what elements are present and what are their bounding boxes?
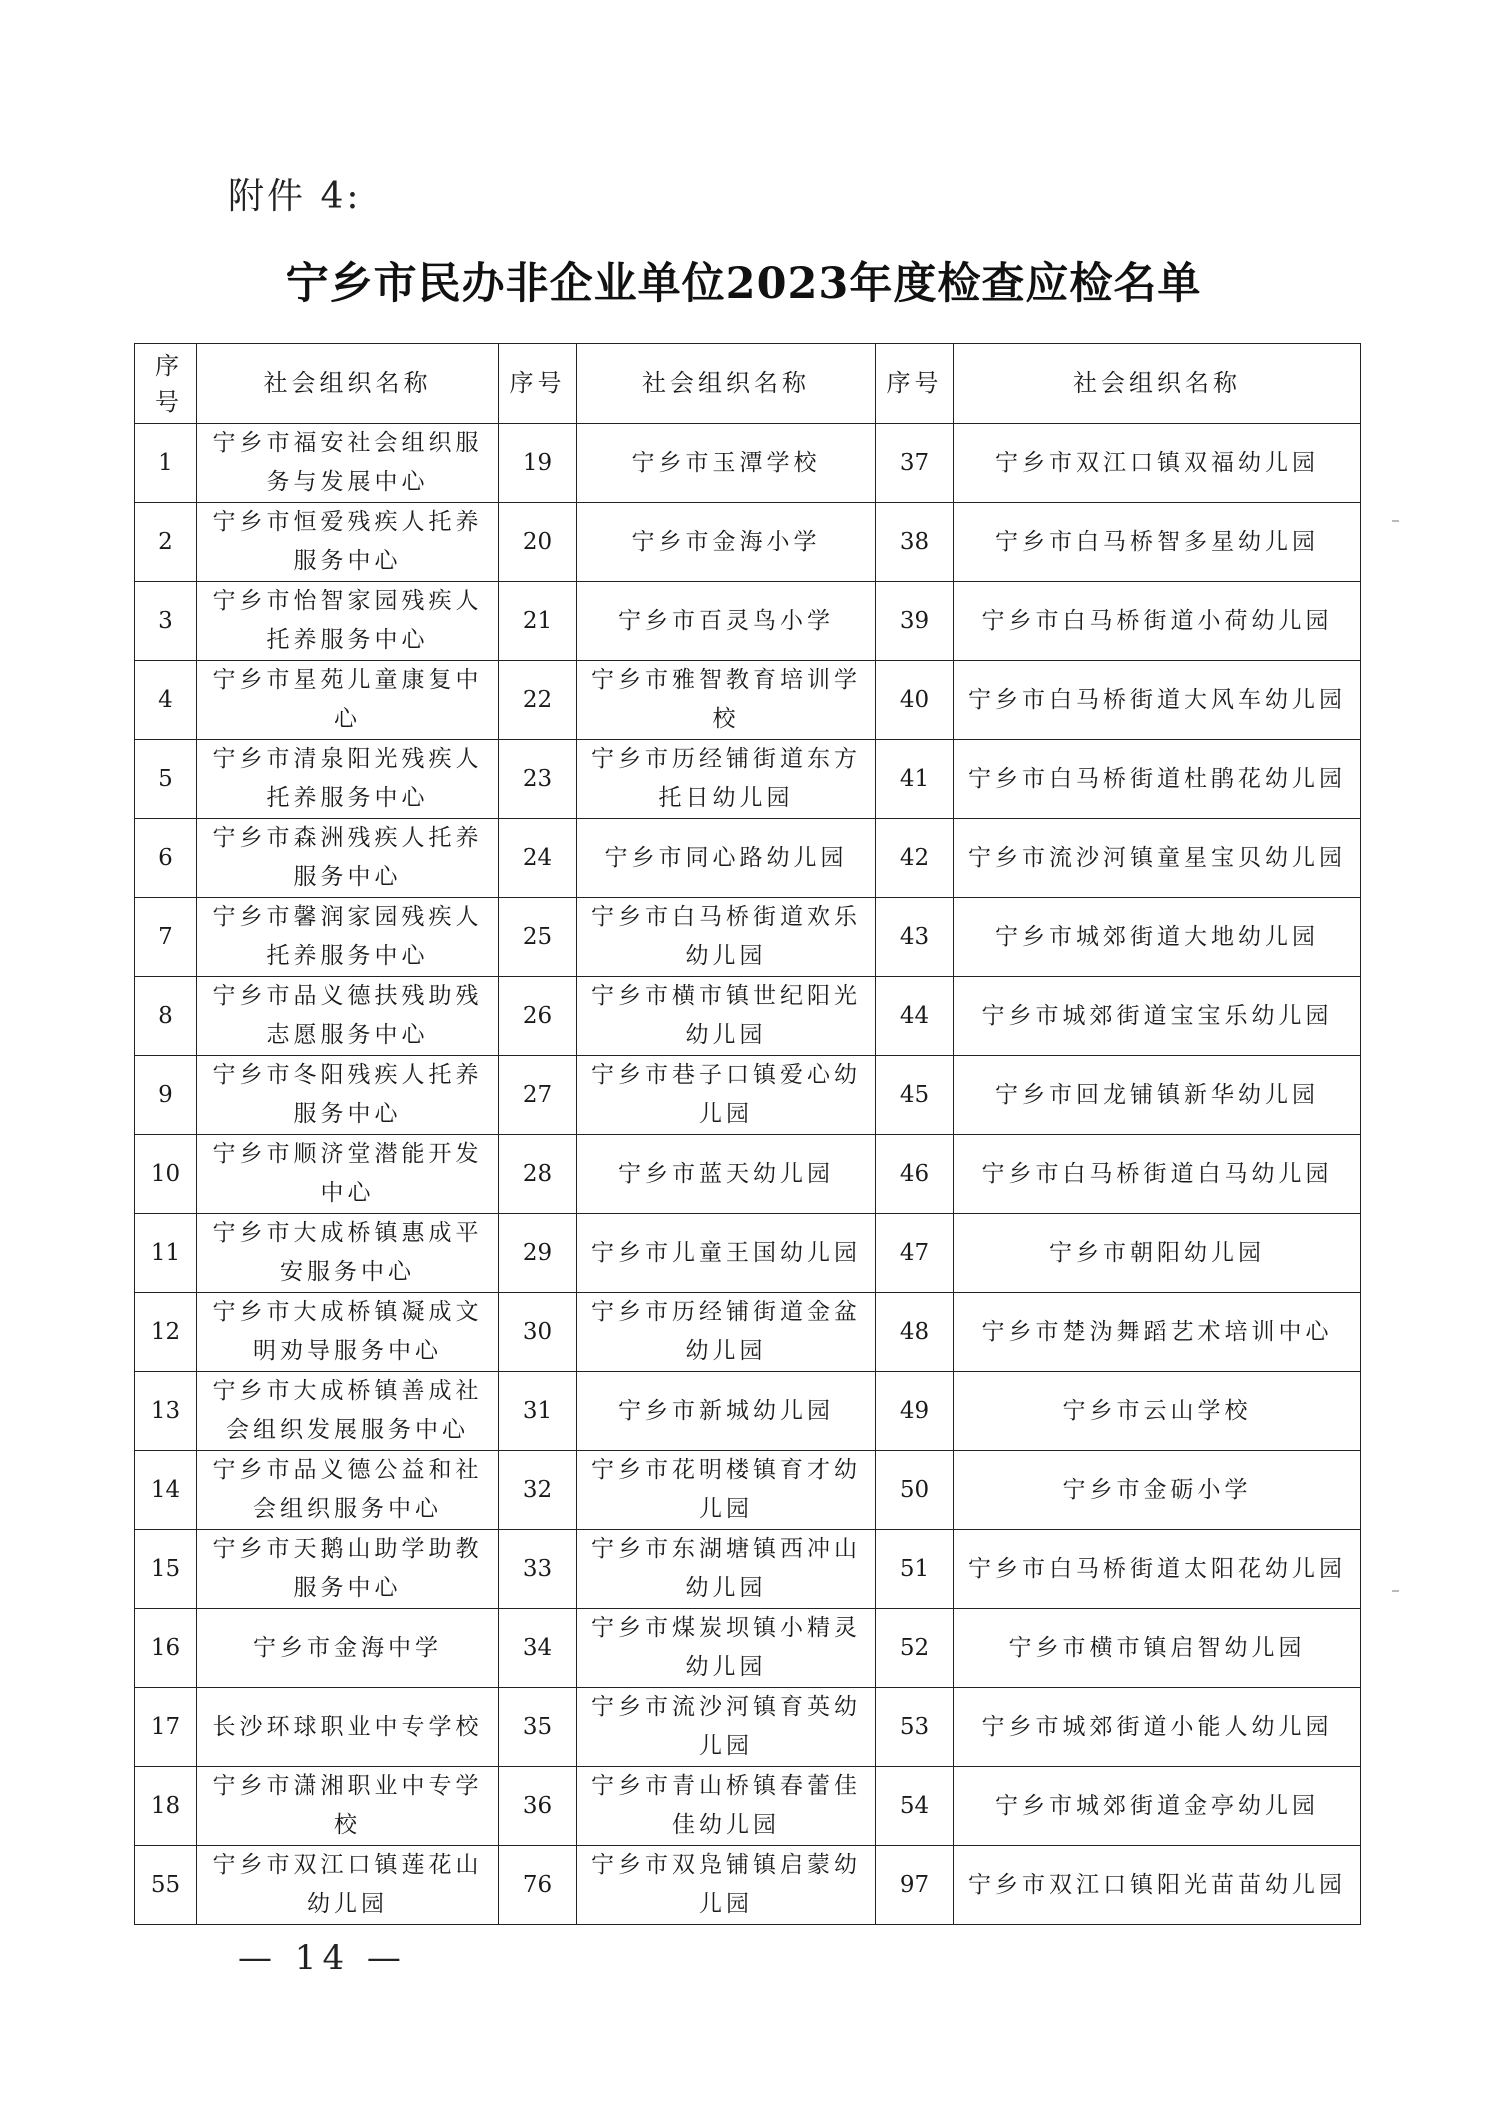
organization-name-cell: 宁乡市青山桥镇春蕾佳佳幼儿园	[577, 1767, 876, 1846]
organization-name-cell: 宁乡市流沙河镇童星宝贝幼儿园	[954, 819, 1361, 898]
organization-name-cell: 宁乡市金海中学	[197, 1609, 499, 1688]
serial-number-cell: 41	[876, 740, 954, 819]
serial-number-cell: 55	[135, 1846, 197, 1925]
table-row	[135, 1530, 1361, 1609]
organization-name-cell: 宁乡市品义德公益和社会组织服务中心	[197, 1451, 499, 1530]
table-row	[135, 819, 1361, 898]
organization-name-cell: 宁乡市朝阳幼儿园	[954, 1214, 1361, 1293]
organization-name-cell: 宁乡市白马桥街道小荷幼儿园	[954, 582, 1361, 661]
organization-name-cell: 宁乡市大成桥镇惠成平安服务中心	[197, 1214, 499, 1293]
table-header-row	[135, 344, 1361, 424]
table-row	[135, 1688, 1361, 1767]
serial-number-cell: 54	[876, 1767, 954, 1846]
serial-number-cell: 40	[876, 661, 954, 740]
serial-number-cell: 39	[876, 582, 954, 661]
serial-number-cell: 44	[876, 977, 954, 1056]
serial-number-cell: 19	[499, 424, 577, 503]
organization-name-cell: 宁乡市东湖塘镇西冲山幼儿园	[577, 1530, 876, 1609]
table-body	[135, 424, 1361, 1925]
serial-number-cell: 29	[499, 1214, 577, 1293]
table-row	[135, 1293, 1361, 1372]
organization-name-cell: 宁乡市城郊街道大地幼儿园	[954, 898, 1361, 977]
table-row	[135, 503, 1361, 582]
organization-name-cell: 宁乡市雅智教育培训学校	[577, 661, 876, 740]
organization-name-cell: 宁乡市巷子口镇爱心幼儿园	[577, 1056, 876, 1135]
serial-number-cell: 16	[135, 1609, 197, 1688]
serial-number-cell: 34	[499, 1609, 577, 1688]
organization-name-cell: 宁乡市新城幼儿园	[577, 1372, 876, 1451]
organization-name-cell: 宁乡市大成桥镇善成社会组织发展服务中心	[197, 1372, 499, 1451]
organization-name-cell: 宁乡市大成桥镇凝成文明劝导服务中心	[197, 1293, 499, 1372]
serial-number-cell: 8	[135, 977, 197, 1056]
serial-number-cell: 9	[135, 1056, 197, 1135]
column-header-seq-1: 序号	[135, 344, 197, 424]
serial-number-cell: 18	[135, 1767, 197, 1846]
document-title: 宁乡市民办非企业单位2023年度检查应检名单	[285, 259, 1202, 309]
serial-number-cell: 51	[876, 1530, 954, 1609]
table-row	[135, 1451, 1361, 1530]
organization-name-cell: 宁乡市金海小学	[577, 503, 876, 582]
organization-name-cell: 宁乡市煤炭坝镇小精灵幼儿园	[577, 1609, 876, 1688]
organization-name-cell: 宁乡市白马桥街道太阳花幼儿园	[954, 1530, 1361, 1609]
organization-name-cell: 宁乡市玉潭学校	[577, 424, 876, 503]
column-header-org-name-3: 社会组织名称	[954, 344, 1361, 424]
table-row	[135, 1372, 1361, 1451]
organization-name-cell: 宁乡市城郊街道小能人幼儿园	[954, 1688, 1361, 1767]
organization-name-cell: 宁乡市白马桥街道杜鹃花幼儿园	[954, 740, 1361, 819]
scan-edge-mark	[1392, 1590, 1399, 1592]
column-header-seq-2: 序号	[499, 344, 577, 424]
serial-number-cell: 17	[135, 1688, 197, 1767]
organization-name-cell: 长沙环球职业中专学校	[197, 1688, 499, 1767]
organization-name-cell: 宁乡市横市镇启智幼儿园	[954, 1609, 1361, 1688]
organization-name-cell: 宁乡市双江口镇莲花山幼儿园	[197, 1846, 499, 1925]
serial-number-cell: 20	[499, 503, 577, 582]
organization-name-cell: 宁乡市星苑儿童康复中心	[197, 661, 499, 740]
serial-number-cell: 2	[135, 503, 197, 582]
serial-number-cell: 15	[135, 1530, 197, 1609]
serial-number-cell: 42	[876, 819, 954, 898]
organization-name-cell: 宁乡市馨润家园残疾人托养服务中心	[197, 898, 499, 977]
serial-number-cell: 49	[876, 1372, 954, 1451]
organization-name-cell: 宁乡市金砺小学	[954, 1451, 1361, 1530]
serial-number-cell: 12	[135, 1293, 197, 1372]
organization-name-cell: 宁乡市恒爱残疾人托养服务中心	[197, 503, 499, 582]
serial-number-cell: 6	[135, 819, 197, 898]
serial-number-cell: 46	[876, 1135, 954, 1214]
table-row	[135, 1135, 1361, 1214]
serial-number-cell: 1	[135, 424, 197, 503]
serial-number-cell: 45	[876, 1056, 954, 1135]
serial-number-cell: 28	[499, 1135, 577, 1214]
organization-name-cell: 宁乡市白马桥智多星幼儿园	[954, 503, 1361, 582]
serial-number-cell: 23	[499, 740, 577, 819]
serial-number-cell: 21	[499, 582, 577, 661]
column-header-seq-3: 序号	[876, 344, 954, 424]
table-row	[135, 1846, 1361, 1925]
serial-number-cell: 13	[135, 1372, 197, 1451]
organization-name-cell: 宁乡市百灵鸟小学	[577, 582, 876, 661]
organization-name-cell: 宁乡市儿童王国幼儿园	[577, 1214, 876, 1293]
serial-number-cell: 47	[876, 1214, 954, 1293]
organization-name-cell: 宁乡市品义德扶残助残志愿服务中心	[197, 977, 499, 1056]
serial-number-cell: 53	[876, 1688, 954, 1767]
organization-name-cell: 宁乡市白马桥街道欢乐幼儿园	[577, 898, 876, 977]
organization-name-cell: 宁乡市双江口镇双福幼儿园	[954, 424, 1361, 503]
inspection-list-table	[134, 343, 1361, 1925]
organization-name-cell: 宁乡市花明楼镇育才幼儿园	[577, 1451, 876, 1530]
serial-number-cell: 33	[499, 1530, 577, 1609]
table-row	[135, 1609, 1361, 1688]
organization-name-cell: 宁乡市楚沩舞蹈艺术培训中心	[954, 1293, 1361, 1372]
serial-number-cell: 24	[499, 819, 577, 898]
serial-number-cell: 5	[135, 740, 197, 819]
organization-name-cell: 宁乡市城郊街道宝宝乐幼儿园	[954, 977, 1361, 1056]
serial-number-cell: 43	[876, 898, 954, 977]
column-header-org-name-2: 社会组织名称	[577, 344, 876, 424]
serial-number-cell: 7	[135, 898, 197, 977]
serial-number-cell: 31	[499, 1372, 577, 1451]
organization-name-cell: 宁乡市白马桥街道大风车幼儿园	[954, 661, 1361, 740]
table-row	[135, 1214, 1361, 1293]
organization-name-cell: 宁乡市白马桥街道白马幼儿园	[954, 1135, 1361, 1214]
organization-name-cell: 宁乡市同心路幼儿园	[577, 819, 876, 898]
serial-number-cell: 76	[499, 1846, 577, 1925]
table-row	[135, 1056, 1361, 1135]
table-row	[135, 898, 1361, 977]
serial-number-cell: 50	[876, 1451, 954, 1530]
organization-name-cell: 宁乡市双凫铺镇启蒙幼儿园	[577, 1846, 876, 1925]
serial-number-cell: 26	[499, 977, 577, 1056]
serial-number-cell: 30	[499, 1293, 577, 1372]
table-row	[135, 424, 1361, 503]
serial-number-cell: 14	[135, 1451, 197, 1530]
table-row	[135, 1767, 1361, 1846]
organization-name-cell: 宁乡市蓝天幼儿园	[577, 1135, 876, 1214]
scan-edge-mark	[1392, 520, 1399, 522]
page-number: — 14 —	[238, 1938, 407, 1978]
organization-name-cell: 宁乡市横市镇世纪阳光幼儿园	[577, 977, 876, 1056]
serial-number-cell: 37	[876, 424, 954, 503]
serial-number-cell: 22	[499, 661, 577, 740]
serial-number-cell: 38	[876, 503, 954, 582]
organization-name-cell: 宁乡市怡智家园残疾人托养服务中心	[197, 582, 499, 661]
serial-number-cell: 25	[499, 898, 577, 977]
serial-number-cell: 97	[876, 1846, 954, 1925]
organization-name-cell: 宁乡市森洲残疾人托养服务中心	[197, 819, 499, 898]
organization-name-cell: 宁乡市流沙河镇育英幼儿园	[577, 1688, 876, 1767]
serial-number-cell: 3	[135, 582, 197, 661]
organization-name-cell: 宁乡市双江口镇阳光苗苗幼儿园	[954, 1846, 1361, 1925]
organization-name-cell: 宁乡市城郊街道金亭幼儿园	[954, 1767, 1361, 1846]
organization-name-cell: 宁乡市天鹅山助学助教服务中心	[197, 1530, 499, 1609]
serial-number-cell: 35	[499, 1688, 577, 1767]
table-row	[135, 740, 1361, 819]
serial-number-cell: 36	[499, 1767, 577, 1846]
organization-name-cell: 宁乡市福安社会组织服务与发展中心	[197, 424, 499, 503]
organization-name-cell: 宁乡市历经铺街道金盆幼儿园	[577, 1293, 876, 1372]
organization-name-cell: 宁乡市清泉阳光残疾人托养服务中心	[197, 740, 499, 819]
organization-name-cell: 宁乡市云山学校	[954, 1372, 1361, 1451]
organization-name-cell: 宁乡市历经铺街道东方托日幼儿园	[577, 740, 876, 819]
serial-number-cell: 27	[499, 1056, 577, 1135]
table-row	[135, 582, 1361, 661]
serial-number-cell: 4	[135, 661, 197, 740]
organization-name-cell: 宁乡市回龙铺镇新华幼儿园	[954, 1056, 1361, 1135]
serial-number-cell: 48	[876, 1293, 954, 1372]
serial-number-cell: 32	[499, 1451, 577, 1530]
attachment-label: 附件 4:	[228, 176, 362, 217]
table-row	[135, 661, 1361, 740]
serial-number-cell: 10	[135, 1135, 197, 1214]
organization-name-cell: 宁乡市潇湘职业中专学校	[197, 1767, 499, 1846]
table-row	[135, 977, 1361, 1056]
organization-name-cell: 宁乡市顺济堂潜能开发中心	[197, 1135, 499, 1214]
organization-name-cell: 宁乡市冬阳残疾人托养服务中心	[197, 1056, 499, 1135]
serial-number-cell: 11	[135, 1214, 197, 1293]
serial-number-cell: 52	[876, 1609, 954, 1688]
column-header-org-name-1: 社会组织名称	[197, 344, 499, 424]
